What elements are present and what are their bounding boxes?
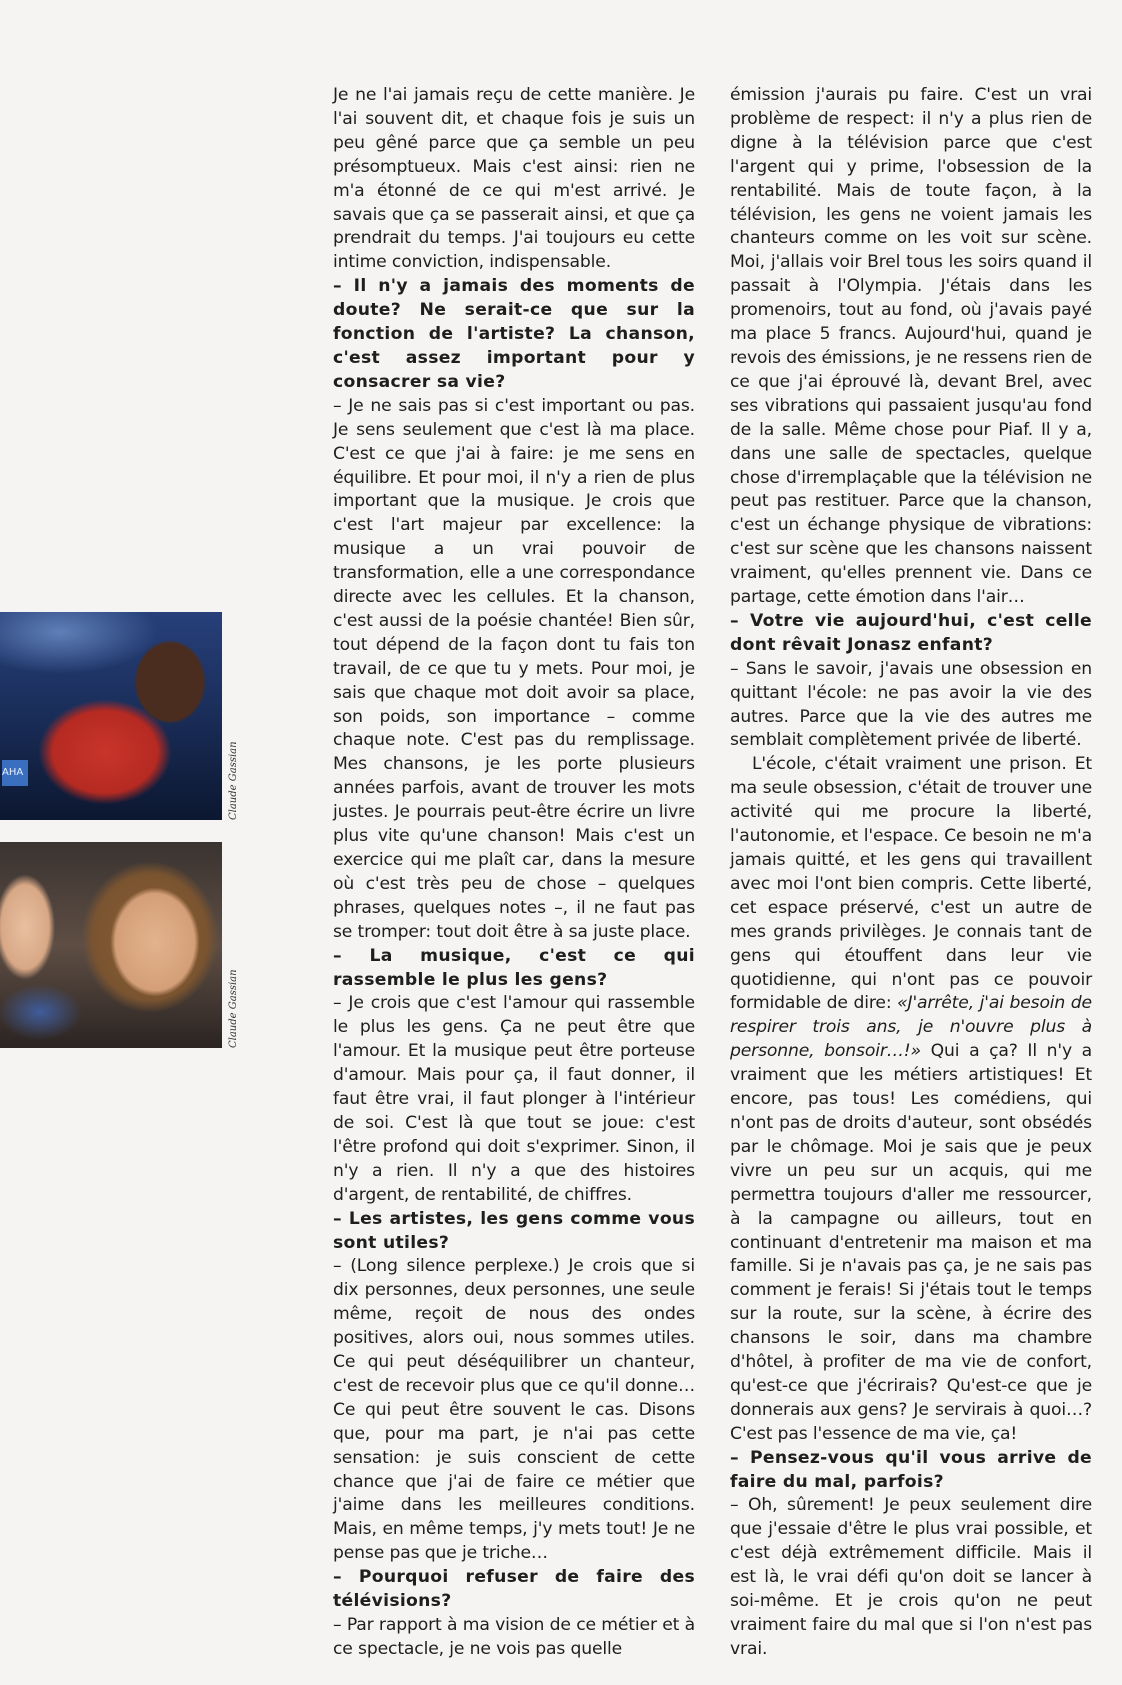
answer-text: Qui a ça? Il n'y a vraiment que les métiers artistiques! Et encore, pas tous! Les comédiens, qui n'ont pas de droits d'auteur, sont obsédés par le chômage. Moi je sais que je peux vivre un peu sur un acquis, qui me permettra toujours d'aller me ressourcer, à la campagne ou ailleurs, tout en continuant d'entretenir ma maison et ma famille. Si je n'avais pas ça, je ne sais pas comment je ferais! Si j'étais tout le temps sur la route, sur la scène, à écrire des chansons le soir, dans ma chambre d'hôtel, à profiter de ma vie de confort, qu'est-ce que j'écrirais? Qu'est-ce que je donnerais aux gens? Je servirais à quoi…? C'est pas l'essence de ma vie, ça! <box>730 1041 1093 1444</box>
answer-text: L'école, c'était vraiment une prison. Et ma seule obsession, c'était de trouver une activité qui me procure la liberté, l'autonomie, et l'espace. Ce besoin ne m'a jamais quitté, et les gens qui travaillent avec moi l'ont bien compris. Cette liberté, cet espace préservé, c'est un autre de mes grands privilèges. Je connais tant de gens qui étouffent dans leur vie quotidienne, qui n'ont pas ce pouvoir formidable de dire: <box>730 754 1092 1014</box>
answer-paragraph: – Par rapport à ma vision de ce métier et à ce spectacle, je ne vois pas quelle <box>333 1615 695 1659</box>
answer-paragraph: – Sans le savoir, j'avais une obsession en quittant l'école: ne pas avoir la vie des autres. Parce que la vie des autres me semblait complètement privée de liberté. <box>730 658 1092 751</box>
question-paragraph: – Il n'y a jamais des moments de doute? Ne serait-ce que sur la fonction de l'artiste? La chanson, c'est assez important pour y consacrer sa vie? <box>333 276 695 392</box>
answer-paragraph: Je ne l'ai jamais reçu de cette manière. Je l'ai souvent dit, et chaque fois je suis un peu gêné parce que ça semble un peu présomptueux. Mais c'est ainsi: rien ne m'a étonné de ce qui m'est arrivé. Je savais que ça se passerait ainsi, et que ça prendrait du temps. J'ai toujours eu cette intime conviction, indispensable. <box>333 85 695 273</box>
stage-sign-text: AHA <box>2 760 28 786</box>
answer-paragraph: – Je ne sais pas si c'est important ou pas. Je sens seulement que c'est là ma place. C'est ce que j'ai à faire: je me sens en équilibre. Et pour moi, il n'y a rien de plus important que la musique. Je crois que c'est l'art majeur par excellence: la musique a un vrai pouvoir de transformation, elle a une correspondance directe avec les cellules. Et la chanson, c'est aussi de la poésie chantée! Bien sûr, tout dépend de la façon dont tu fais ton travail, de ce que tu y mets. Pour moi, je sais que chaque mot doit avoir sa place, son poids, son importance – comme chaque note. C'est pas du remplissage. Mes chansons, je les porte plusieurs années parfois, avant de trouver les mots justes. Je pourrais peut-être écrire un livre plus vite qu'une chanson! Mais c'est un exercice qui me plaît car, dans la mesure où c'est très peu de chose – quelques phrases, quelques notes –, il ne faut pas se tromper: tout doit être à sa juste place. <box>333 395 695 942</box>
question-paragraph: – Pourquoi refuser de faire des télévisions? <box>333 1567 695 1612</box>
question-paragraph: – Votre vie aujourd'hui, c'est celle dont rêvait Jonasz enfant? <box>730 610 1092 655</box>
answer-paragraph: – (Long silence perplexe.) Je crois que si dix personnes, deux personnes, une seule même, reçoit de nous des ondes positives, alors oui, nous sommes utiles. Ce qui peut déséquilibrer un chanteur, c'est de recevoir plus que ce qu'il donne… Ce qui peut être souvent le cas. Disons que, pour ma part, je n'ai pas cette sensation: je suis conscient de cette chance que j'ai de faire ce métier que j'aime dans les meilleures conditions. Mais, en même temps, j'y mets tout! Je ne pense pas que je triche… <box>333 1256 695 1564</box>
quote-text: «J'arrête, j'ai besoin de respirer trois ans, je n'ouvre plus à personne, bonsoir…!» <box>730 993 1092 1062</box>
photo-credit-top: Claude Gassian <box>228 741 239 820</box>
portrait-photo <box>0 842 222 1048</box>
answer-paragraph: – Je crois que c'est l'amour qui rassemble le plus les gens. Ça ne peut être que l'amour. Et la musique peut être porteuse d'amour. Mais pour ça, il faut donner, il faut être vrai, il faut plonger à l'intérieur de soi. C'est là que tout se joue: c'est l'être profond qui doit s'exprimer. Sinon, il n'y a rien. Il n'y a que des histoires d'argent, de rentabilité, de chiffres. <box>333 993 695 1205</box>
text-column-right <box>730 84 1092 1662</box>
answer-paragraph <box>730 753 1092 1446</box>
text-column-left <box>333 84 695 1662</box>
concert-photo <box>0 612 222 820</box>
photo-credit-bottom: Claude Gassian <box>228 969 239 1048</box>
answer-paragraph: – Oh, sûrement! Je peux seulement dire que j'essaie d'être le plus vrai possible, et c'est déjà extrêmement difficile. Mais il est là, le vrai défi qu'on doit se lancer à soi-même. Et je crois qu'on ne peut vraiment faire du mal que si l'on n'est pas vrai. <box>730 1495 1092 1659</box>
question-paragraph: – La musique, c'est ce qui rassemble le plus les gens? <box>333 945 695 990</box>
answer-paragraph: émission j'aurais pu faire. C'est un vrai problème de respect: il n'y a plus rien de digne à la télévision parce que c'est l'argent qui y prime, l'obsession de la rentabilité. Mais de toute façon, à la télévision, les gens ne voient jamais les chanteurs comme on les voit sur scène. Moi, j'allais voir Brel tous les soirs quand il passait à l'Olympia. J'étais dans les promenoirs, tout au fond, où j'avais payé ma place 5 francs. Aujourd'hui, quand je revois des émissions, je ne ressens rien de ce que j'ai éprouvé là, devant Brel, avec ses vibrations qui passaient jusqu'au fond de la salle. Même chose pour Piaf. Il y a, dans une salle de spectacles, quelque chose d'irremplaçable que la télévision ne peut pas restituer. Parce que la chanson, c'est un échange physique de vibrations: c'est sur scène que les chansons naissent vraiment, qu'elles prennent vie. Dans ce partage, cette émotion dans l'air… <box>730 85 1092 608</box>
question-paragraph: – Pensez-vous qu'il vous arrive de faire du mal, parfois? <box>730 1447 1092 1492</box>
question-paragraph: – Les artistes, les gens comme vous sont utiles? <box>333 1208 695 1253</box>
